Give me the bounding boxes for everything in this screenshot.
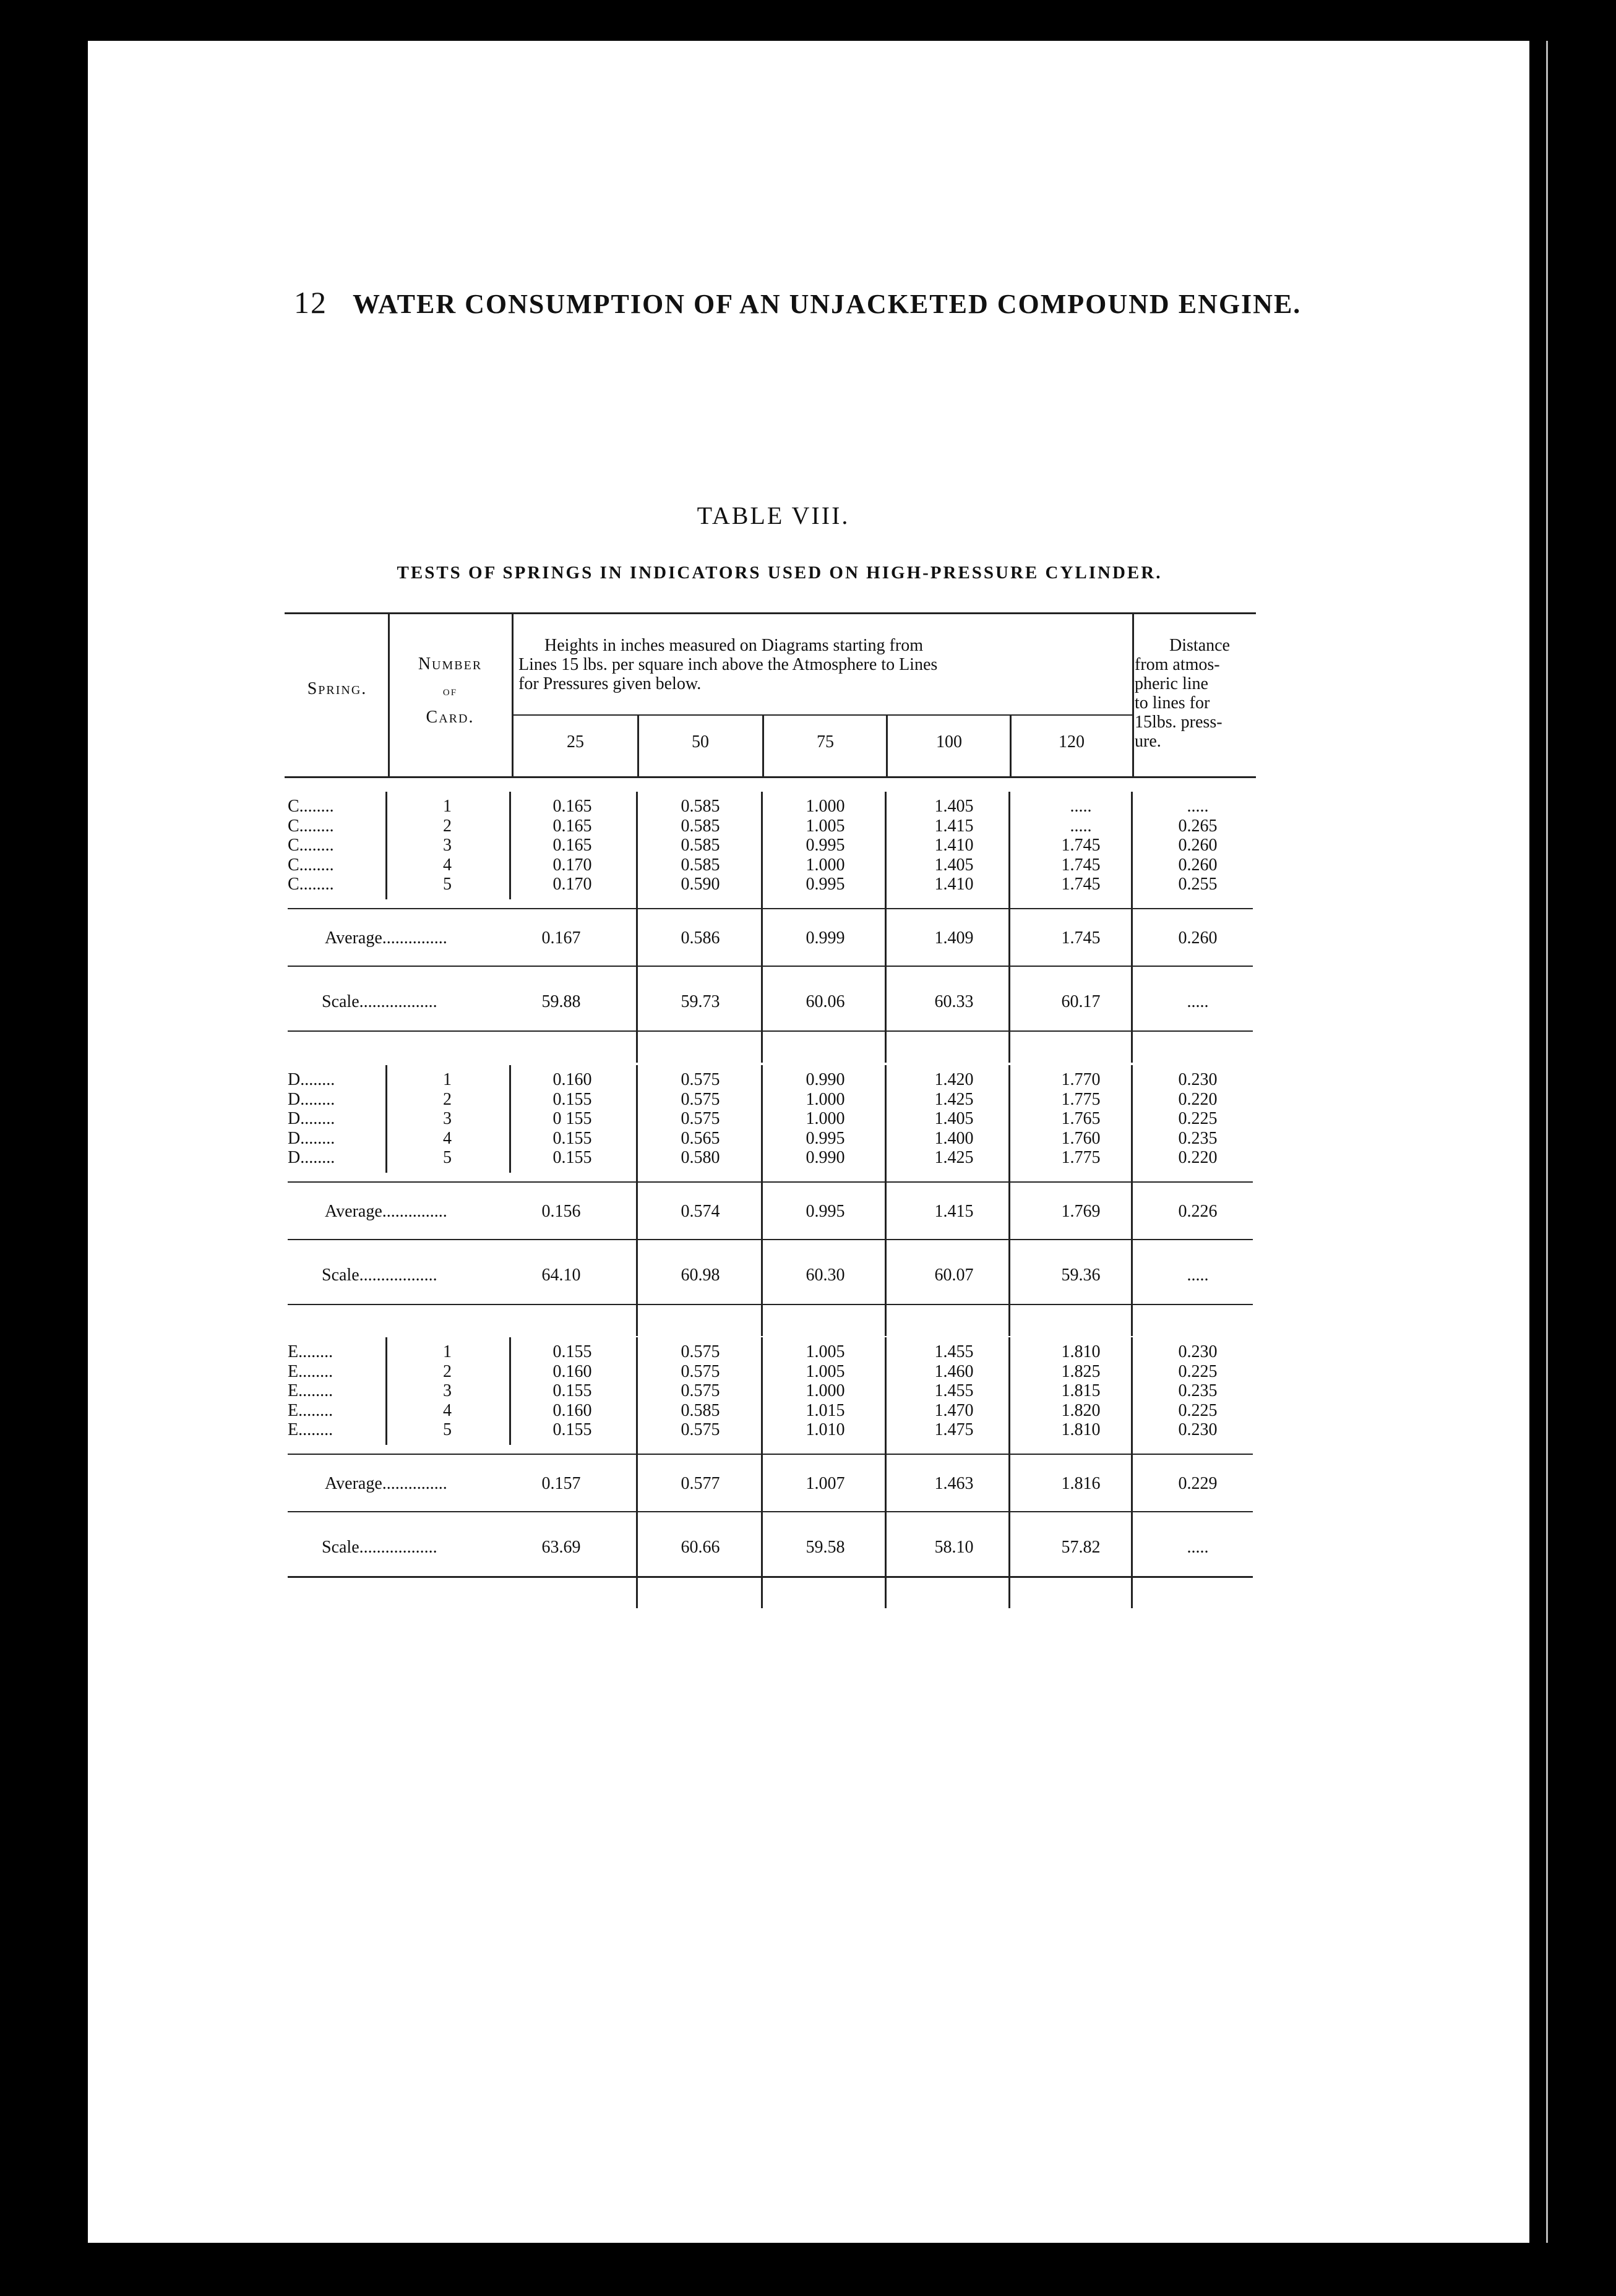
row-value: 0.230 <box>1178 1070 1218 1089</box>
row-value: 0.575 <box>681 1089 720 1109</box>
scale-value: 59.36 <box>1061 1265 1101 1285</box>
row-value: 0.165 <box>552 797 592 816</box>
row-value: 0.220 <box>1178 1148 1218 1167</box>
group-rule <box>288 1181 1253 1183</box>
row-value: 0.155 <box>552 1089 592 1109</box>
row-card-number: 5 <box>443 875 452 894</box>
row-card-number: 3 <box>443 1381 452 1400</box>
row-value: 1.405 <box>934 1109 974 1128</box>
scale-value: 60.30 <box>806 1265 845 1285</box>
row-value: 1.015 <box>806 1400 845 1420</box>
group-rule <box>761 792 763 1063</box>
row-value: 1.405 <box>934 855 974 875</box>
row-card-number: 4 <box>443 855 452 875</box>
group-rule <box>636 792 638 1063</box>
row-value: 0.155 <box>552 1381 592 1400</box>
row-value: 1.415 <box>934 816 974 836</box>
row-value: 1.745 <box>1061 836 1101 855</box>
average-label: Average............... <box>325 1201 447 1221</box>
group-rule <box>288 1576 1253 1578</box>
group-rule <box>288 1511 1253 1512</box>
average-value: 1.007 <box>806 1473 845 1493</box>
row-value: 0.170 <box>552 875 592 894</box>
row-value: 0.585 <box>681 1400 720 1420</box>
header-number-of-card: Number of Card. <box>418 654 483 727</box>
header-pressure-50: 50 <box>692 732 709 752</box>
page-fold-line <box>1546 41 1548 2243</box>
header-pressure-100: 100 <box>936 732 962 752</box>
row-value: 0.585 <box>681 836 720 855</box>
row-value: 0.235 <box>1178 1128 1218 1148</box>
row-spring-label: E........ <box>288 1361 333 1381</box>
row-value: 0.990 <box>806 1070 845 1089</box>
row-card-number: 5 <box>443 1420 452 1439</box>
scale-value: 60.17 <box>1061 992 1101 1011</box>
row-value: 0.580 <box>681 1148 720 1167</box>
scale-value: 60.66 <box>681 1537 720 1557</box>
row-card-number: 2 <box>443 816 452 836</box>
row-value: 0.585 <box>681 855 720 875</box>
row-value: 0.155 <box>552 1342 592 1361</box>
row-value: 0.575 <box>681 1070 720 1089</box>
row-spring-label: E........ <box>288 1342 333 1361</box>
row-value: 1.425 <box>934 1089 974 1109</box>
row-value: 1.815 <box>1061 1381 1101 1400</box>
header-distance-caption: Distance from atmos- pheric line to lines for 15lbs. press- ure. <box>1135 636 1230 751</box>
row-value: 0.575 <box>681 1109 720 1128</box>
group-rule <box>761 1065 763 1336</box>
row-spring-label: D........ <box>288 1070 335 1089</box>
row-value: 0.160 <box>552 1361 592 1381</box>
row-value: 1.405 <box>934 797 974 816</box>
row-value: 0.155 <box>552 1128 592 1148</box>
row-card-number: 1 <box>443 797 452 816</box>
row-value: 1.005 <box>806 816 845 836</box>
row-value: 1.775 <box>1061 1089 1101 1109</box>
row-value: 0.260 <box>1178 855 1218 875</box>
row-value: 1.410 <box>934 836 974 855</box>
average-value: 0.999 <box>806 928 845 948</box>
group-rule <box>636 1065 638 1336</box>
average-value: 0.577 <box>681 1473 720 1493</box>
row-value: 0.155 <box>552 1148 592 1167</box>
row-card-number: 4 <box>443 1128 452 1148</box>
average-value: 1.463 <box>934 1473 974 1493</box>
row-value: 0.155 <box>552 1420 592 1439</box>
row-value: 1.770 <box>1061 1070 1101 1089</box>
row-value: 0.225 <box>1178 1361 1218 1381</box>
header-pressure-120: 120 <box>1059 732 1085 752</box>
average-value: 0.995 <box>806 1201 845 1221</box>
row-value: 0.160 <box>552 1400 592 1420</box>
group-rule <box>288 908 1253 909</box>
row-value: 0.575 <box>681 1361 720 1381</box>
row-value: 0.575 <box>681 1381 720 1400</box>
group-rule <box>509 792 511 899</box>
row-value: 0.225 <box>1178 1400 1218 1420</box>
scale-label: Scale.................. <box>322 1265 437 1285</box>
row-value: 0.160 <box>552 1070 592 1089</box>
row-value: 1.000 <box>806 1089 845 1109</box>
average-value: 1.745 <box>1061 928 1101 948</box>
row-value: 1.455 <box>934 1381 974 1400</box>
scale-label: Scale.................. <box>322 1537 437 1557</box>
average-value: 1.415 <box>934 1201 974 1221</box>
group-rule <box>288 966 1253 967</box>
row-card-number: 1 <box>443 1070 452 1089</box>
row-spring-label: D........ <box>288 1128 335 1148</box>
average-value: 0.167 <box>541 928 581 948</box>
group-rule <box>761 1337 763 1608</box>
average-value: 0.574 <box>681 1201 720 1221</box>
row-value: 1.745 <box>1061 855 1101 875</box>
group-rule <box>885 792 887 1063</box>
row-value: 0.230 <box>1178 1420 1218 1439</box>
header-spring: Spring. <box>307 679 367 698</box>
row-value: 1.425 <box>934 1148 974 1167</box>
scale-value: ..... <box>1187 1265 1209 1285</box>
row-spring-label: C........ <box>288 836 334 855</box>
row-value: 0.585 <box>681 797 720 816</box>
group-rule <box>385 792 387 899</box>
row-spring-label: E........ <box>288 1420 333 1439</box>
row-value: 0.165 <box>552 816 592 836</box>
row-value: 1.810 <box>1061 1420 1101 1439</box>
scale-value: 58.10 <box>934 1537 974 1557</box>
row-value: 1.475 <box>934 1420 974 1439</box>
row-value: 0.565 <box>681 1128 720 1148</box>
row-value: 1.410 <box>934 875 974 894</box>
scale-value: 59.88 <box>541 992 581 1011</box>
scale-value: 63.69 <box>541 1537 581 1557</box>
row-value: 0.220 <box>1178 1089 1218 1109</box>
row-value: 1.005 <box>806 1361 845 1381</box>
row-card-number: 3 <box>443 836 452 855</box>
row-value: 0.995 <box>806 1128 845 1148</box>
group-rule <box>288 1030 1253 1032</box>
average-value: 1.816 <box>1061 1473 1101 1493</box>
row-value: ..... <box>1070 816 1092 836</box>
row-spring-label: D........ <box>288 1148 335 1167</box>
row-value: 1.000 <box>806 1381 845 1400</box>
average-value: 0.229 <box>1178 1473 1218 1493</box>
scale-value: 60.07 <box>934 1265 974 1285</box>
group-rule <box>885 1337 887 1608</box>
average-value: 0.260 <box>1178 928 1218 948</box>
row-spring-label: C........ <box>288 875 334 894</box>
row-value: 0.235 <box>1178 1381 1218 1400</box>
average-value: 0.156 <box>541 1201 581 1221</box>
row-value: 0.575 <box>681 1420 720 1439</box>
row-value: 0.585 <box>681 816 720 836</box>
average-value: 0.586 <box>681 928 720 948</box>
row-value: 0.255 <box>1178 875 1218 894</box>
row-spring-label: C........ <box>288 855 334 875</box>
row-card-number: 2 <box>443 1361 452 1381</box>
row-value: 1.460 <box>934 1361 974 1381</box>
group-rule <box>636 1337 638 1608</box>
row-card-number: 1 <box>443 1342 452 1361</box>
scale-value: ..... <box>1187 992 1209 1011</box>
table-title: TABLE VIII. <box>697 502 850 529</box>
group-rule <box>509 1065 511 1173</box>
row-value: 1.000 <box>806 1109 845 1128</box>
row-value: 0.590 <box>681 875 720 894</box>
group-rule <box>288 1454 1253 1455</box>
scale-value: ..... <box>1187 1537 1209 1557</box>
row-spring-label: C........ <box>288 816 334 836</box>
scale-value: 60.06 <box>806 992 845 1011</box>
group-rule <box>885 1065 887 1336</box>
row-value: 1.760 <box>1061 1128 1101 1148</box>
scale-value: 60.98 <box>681 1265 720 1285</box>
row-value: 1.765 <box>1061 1109 1101 1128</box>
header-heights-caption: Heights in inches measured on Diagrams starting from Lines 15 lbs. per square inch above the Atmosphere to Lines for Pressures given below. <box>518 636 938 693</box>
average-label: Average............... <box>325 1473 447 1493</box>
average-value: 1.409 <box>934 928 974 948</box>
running-head-text: WATER CONSUMPTION OF AN UNJACKETED COMPOUND ENGINE. <box>353 289 1302 319</box>
row-value: 1.420 <box>934 1070 974 1089</box>
row-value: 0.225 <box>1178 1109 1218 1128</box>
row-card-number: 2 <box>443 1089 452 1109</box>
group-rule <box>385 1065 387 1173</box>
row-card-number: 5 <box>443 1148 452 1167</box>
scale-value: 64.10 <box>541 1265 581 1285</box>
scale-value: 59.73 <box>681 992 720 1011</box>
row-value: 0.990 <box>806 1148 845 1167</box>
row-value: 0.995 <box>806 875 845 894</box>
scale-value: 60.33 <box>934 992 974 1011</box>
scale-label: Scale.................. <box>322 992 437 1011</box>
row-value: 1.005 <box>806 1342 845 1361</box>
row-value: 1.010 <box>806 1420 845 1439</box>
average-value: 0.226 <box>1178 1201 1218 1221</box>
group-rule <box>288 1304 1253 1305</box>
scale-value: 59.58 <box>806 1537 845 1557</box>
average-value: 1.769 <box>1061 1201 1101 1221</box>
row-value: 0.230 <box>1178 1342 1218 1361</box>
row-value: 1.745 <box>1061 875 1101 894</box>
row-value: ..... <box>1187 797 1209 816</box>
table-subtitle: TESTS OF SPRINGS IN INDICATORS USED ON HIGH-PRESSURE CYLINDER. <box>397 563 1163 583</box>
row-value: 0.170 <box>552 855 592 875</box>
row-value: 0.575 <box>681 1342 720 1361</box>
row-value: 0.165 <box>552 836 592 855</box>
running-head <box>294 285 1302 322</box>
row-value: 1.400 <box>934 1128 974 1148</box>
average-label: Average............... <box>325 928 447 948</box>
group-rule <box>288 1239 1253 1240</box>
average-value: 0.157 <box>541 1473 581 1493</box>
page-number: 12 <box>294 285 327 320</box>
row-value: 0 155 <box>552 1109 592 1128</box>
row-value: 1.455 <box>934 1342 974 1361</box>
row-value: 1.470 <box>934 1400 974 1420</box>
row-value: ..... <box>1070 797 1092 816</box>
row-spring-label: D........ <box>288 1109 335 1128</box>
row-value: 1.000 <box>806 855 845 875</box>
row-spring-label: E........ <box>288 1400 333 1420</box>
row-value: 1.775 <box>1061 1148 1101 1167</box>
row-spring-label: D........ <box>288 1089 335 1109</box>
header-pressure-25: 25 <box>567 732 584 752</box>
row-value: 1.000 <box>806 797 845 816</box>
row-value: 1.810 <box>1061 1342 1101 1361</box>
row-card-number: 4 <box>443 1400 452 1420</box>
row-value: 1.825 <box>1061 1361 1101 1381</box>
scale-value: 57.82 <box>1061 1537 1101 1557</box>
group-rule <box>509 1337 511 1445</box>
row-value: 1.820 <box>1061 1400 1101 1420</box>
row-value: 0.265 <box>1178 816 1218 836</box>
row-card-number: 3 <box>443 1109 452 1128</box>
header-pressure-75: 75 <box>817 732 834 752</box>
group-rule <box>385 1337 387 1445</box>
row-value: 0.995 <box>806 836 845 855</box>
row-value: 0.260 <box>1178 836 1218 855</box>
row-spring-label: E........ <box>288 1381 333 1400</box>
row-spring-label: C........ <box>288 797 334 816</box>
